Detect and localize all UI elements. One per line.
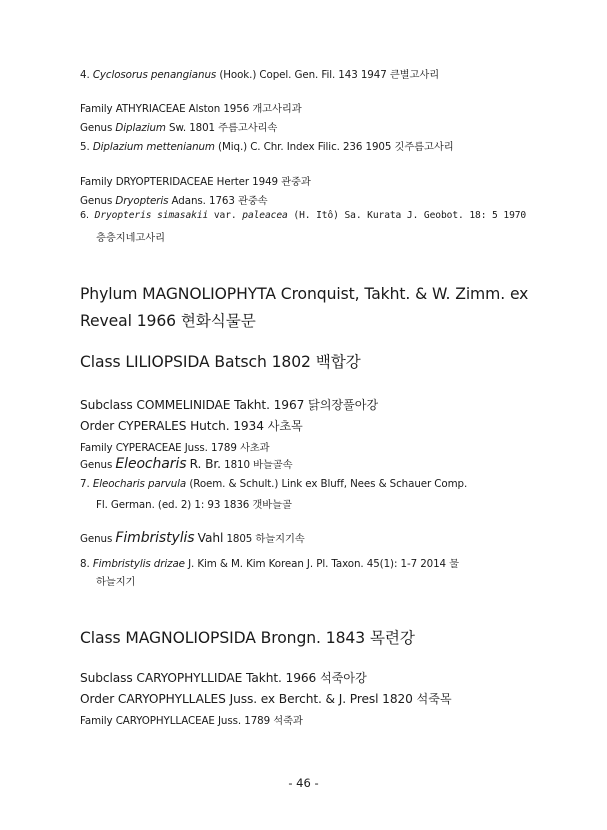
family-cyperaceae: Family CYPERACEAE Juss. 1789 사초과	[80, 442, 270, 454]
genus-diplazium	[80, 119, 277, 134]
entry-number: 6.	[80, 210, 89, 221]
species-name: Dryopteris simasakii	[94, 210, 209, 221]
genus-eleocharis	[80, 456, 293, 472]
order-caryophyllales: Order CARYOPHYLLALES Juss. ex Bercht. & J. Presl 1820 석죽목	[80, 692, 452, 706]
genus-citation: Adans. 1763 관중속	[171, 195, 268, 207]
genus-prefix: Genus	[80, 459, 113, 471]
species-citation: (Miq.) C. Chr. Index Filic. 236 1905 깃주름고사리	[218, 141, 454, 153]
species-name: Diplazium mettenianum	[92, 141, 215, 153]
genus-dryopteris	[80, 192, 268, 207]
species-entry-4	[80, 66, 439, 81]
species-entry-5	[80, 138, 454, 153]
species-entry-8-cont: 하늘지기	[96, 576, 136, 588]
genus-name: Dryopteris	[115, 195, 169, 207]
species-entry-8	[80, 555, 459, 570]
family-athyriaceae: Family ATHYRIACEAE Alston 1956 개고사리과	[80, 103, 302, 115]
order-cyperales: Order CYPERALES Hutch. 1934 사초목	[80, 419, 303, 433]
species-entry-6-korean: 층층지네고사리	[96, 232, 165, 244]
genus-author: Vahl	[197, 531, 224, 545]
species-entry-6	[80, 210, 526, 221]
infraspecific-name: paleacea	[242, 210, 288, 221]
rank-marker: var.	[213, 210, 237, 221]
class-magnoliopsida-heading: Class MAGNOLIOPSIDA Brongn. 1843 목련강	[80, 629, 415, 647]
genus-name: Eleocharis	[115, 456, 187, 472]
entry-number: 8.	[80, 558, 90, 570]
subclass-commelinidae: Subclass COMMELINIDAE Takht. 1967 닭의장풀아강	[80, 398, 379, 412]
class-liliopsida-heading: Class LILIOPSIDA Batsch 1802 백합강	[80, 353, 361, 371]
species-entry-7-cont: Fl. German. (ed. 2) 1: 93 1836 갯바늘골	[96, 499, 292, 511]
species-citation: (Hook.) Copel. Gen. Fil. 143 1947 큰별고사리	[219, 69, 440, 81]
species-name: Cyclosorus penangianus	[92, 69, 217, 81]
genus-name: Diplazium	[115, 122, 166, 134]
genus-citation: Sw. 1801 주름고사리속	[169, 122, 278, 134]
genus-fimbristylis	[80, 530, 305, 546]
species-citation: (H. Itô) Sa. Kurata J. Geobot. 18: 5 1970	[293, 210, 527, 221]
phylum-heading-line1: Phylum MAGNOLIOPHYTA Cronquist, Takht. & W. Zimm. ex	[80, 285, 529, 303]
genus-author: R. Br.	[189, 457, 221, 471]
species-name: Fimbristylis drizae	[92, 558, 185, 570]
genus-name: Fimbristylis	[115, 530, 195, 546]
family-dryopteridaceae: Family DRYOPTERIDACEAE Herter 1949 관중과	[80, 176, 311, 188]
species-citation: J. Kim & M. Kim Korean J. Pl. Taxon. 45(1): 1-7 2014 물	[188, 558, 460, 570]
genus-citation: 1805 하늘지기속	[226, 533, 305, 545]
subclass-caryophyllidae: Subclass CARYOPHYLLIDAE Takht. 1966 석죽아강	[80, 671, 367, 685]
entry-number: 5.	[80, 141, 90, 153]
species-name: Eleocharis parvula	[92, 478, 187, 490]
family-caryophyllaceae: Family CARYOPHYLLACEAE Juss. 1789 석죽과	[80, 715, 303, 727]
entry-number: 7.	[80, 478, 90, 490]
species-citation: (Roem. & Schult.) Link ex Bluff, Nees & Schauer Comp.	[189, 478, 468, 490]
entry-number: 4.	[80, 69, 90, 81]
species-entry-7	[80, 478, 467, 490]
page-number: - 46 -	[288, 776, 319, 790]
genus-citation: 1810 바늘골속	[224, 459, 293, 471]
phylum-heading-line2: Reveal 1966 현화식물문	[80, 312, 256, 330]
genus-prefix: Genus	[80, 195, 113, 207]
genus-prefix: Genus	[80, 122, 113, 134]
genus-prefix: Genus	[80, 533, 113, 545]
